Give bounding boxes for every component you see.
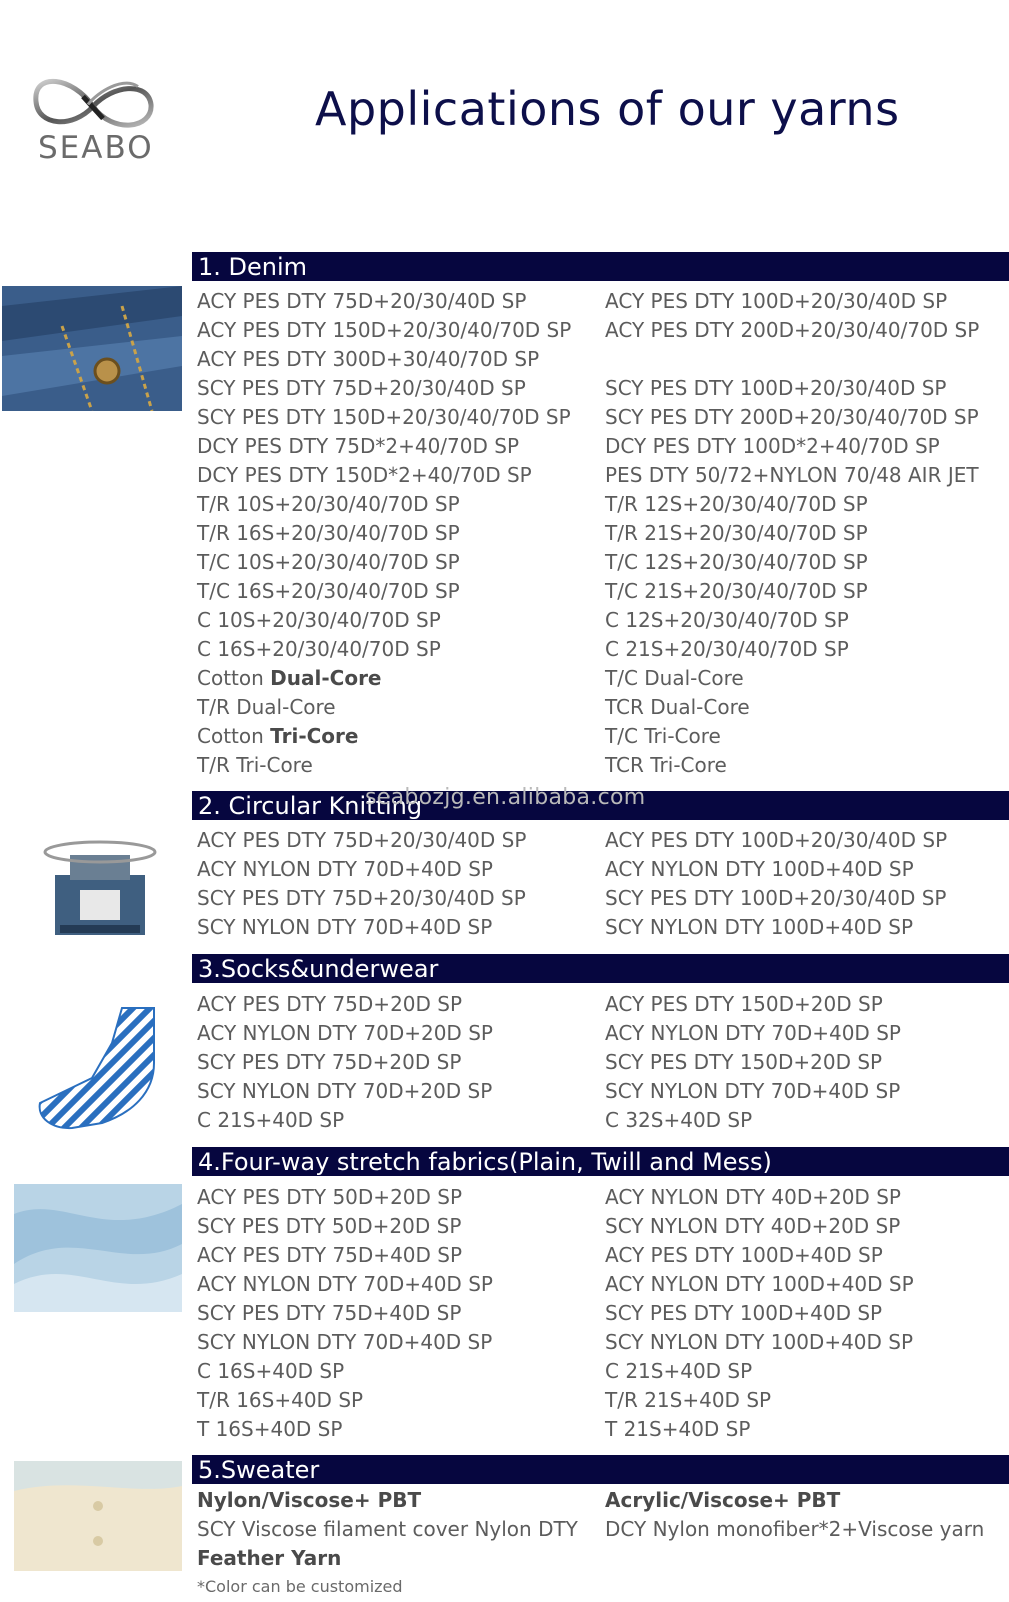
yarn-item: T/R 12S+20/30/40/70D SP [605, 492, 868, 516]
yarn-item: ACY PES DTY 100D+20/30/40D SP [605, 289, 948, 313]
watermark: seabozjg.en.alibaba.com [365, 785, 646, 810]
yarn-item: T/C 21S+20/30/40/70D SP [605, 579, 868, 603]
section-header-socks: 3.Socks&underwear [192, 954, 1009, 983]
section-header-four-way-stretch: 4.Four-way stretch fabrics(Plain, Twill and Mess) [192, 1147, 1009, 1176]
yarn-item: ACY PES DTY 75D+20D SP [197, 992, 463, 1016]
striped-socks-photo [32, 1003, 160, 1131]
yarn-item: ACY NYLON DTY 70D+40D SP [197, 857, 493, 881]
yarn-item: Cotton Tri-Core [197, 724, 359, 748]
knitting-machine-photo [40, 830, 160, 940]
yarn-item: DCY PES DTY 75D*2+40/70D SP [197, 434, 520, 458]
yarn-item: T/C 10S+20/30/40/70D SP [197, 550, 460, 574]
feather-yarn-label: Feather Yarn [197, 1546, 342, 1570]
fabric-photo [14, 1184, 182, 1312]
yarn-item: SCY NYLON DTY 100D+40D SP [605, 915, 914, 939]
sweater-subheading-left: Nylon/Viscose+ PBT [197, 1488, 422, 1512]
yarn-item: ACY NYLON DTY 70D+20D SP [197, 1021, 493, 1045]
yarn-item: C 32S+40D SP [605, 1108, 753, 1132]
yarn-item: SCY PES DTY 200D+20/30/40/70D SP [605, 405, 979, 429]
yarn-item: TCR Dual-Core [605, 695, 750, 719]
yarn-item: T/C Tri-Core [605, 724, 721, 748]
yarn-item: C 21S+20/30/40/70D SP [605, 637, 849, 661]
yarn-item: SCY PES DTY 100D+40D SP [605, 1301, 883, 1325]
yarn-item: SCY NYLON DTY 70D+40D SP [197, 1330, 493, 1354]
yarn-item: ACY PES DTY 100D+40D SP [605, 1243, 883, 1267]
yarn-item: T/R 21S+20/30/40/70D SP [605, 521, 868, 545]
yarn-item: C 12S+20/30/40/70D SP [605, 608, 849, 632]
yarn-item: SCY PES DTY 100D+20/30/40D SP [605, 886, 947, 910]
section-header-denim: 1. Denim [192, 252, 1009, 281]
yarn-item: SCY PES DTY 100D+20/30/40D SP [605, 376, 947, 400]
yarn-item: C 16S+20/30/40/70D SP [197, 637, 441, 661]
yarn-item: ACY NYLON DTY 70D+40D SP [605, 1021, 901, 1045]
yarn-item: C 21S+40D SP [605, 1359, 753, 1383]
yarn-item: DCY Nylon monofiber*2+Viscose yarn [605, 1517, 985, 1541]
yarn-item: SCY NYLON DTY 100D+40D SP [605, 1330, 914, 1354]
brand-name: SEABO [38, 130, 154, 166]
yarn-item: SCY PES DTY 50D+20D SP [197, 1214, 462, 1238]
section-header-sweater: 5.Sweater [192, 1455, 1009, 1484]
yarn-item: ACY NYLON DTY 70D+40D SP [197, 1272, 493, 1296]
yarn-item: SCY NYLON DTY 70D+40D SP [197, 915, 493, 939]
yarn-item: SCY PES DTY 75D+20D SP [197, 1050, 462, 1074]
yarn-item: T/R 16S+20/30/40/70D SP [197, 521, 460, 545]
sweater-photo [14, 1461, 182, 1571]
yarn-item: T/R 16S+40D SP [197, 1388, 364, 1412]
yarn-item: ACY PES DTY 100D+20/30/40D SP [605, 828, 948, 852]
yarn-item: ACY PES DTY 200D+20/30/40/70D SP [605, 318, 980, 342]
yarn-item: T/R 10S+20/30/40/70D SP [197, 492, 460, 516]
yarn-item: PES DTY 50/72+NYLON 70/48 AIR JET [605, 463, 979, 487]
color-note: *Color can be customized [197, 1577, 403, 1596]
yarn-item: T 21S+40D SP [605, 1417, 751, 1441]
yarn-item: T/R 21S+40D SP [605, 1388, 772, 1412]
yarn-item: C 10S+20/30/40/70D SP [197, 608, 441, 632]
yarn-item: T/C 12S+20/30/40/70D SP [605, 550, 868, 574]
yarn-item: SCY PES DTY 150D+20D SP [605, 1050, 883, 1074]
yarn-item: ACY PES DTY 150D+20D SP [605, 992, 883, 1016]
yarn-item: DCY PES DTY 150D*2+40/70D SP [197, 463, 532, 487]
yarn-item: TCR Tri-Core [605, 753, 727, 777]
yarn-item: ACY PES DTY 75D+20/30/40D SP [197, 289, 527, 313]
yarn-item: ACY NYLON DTY 40D+20D SP [605, 1185, 901, 1209]
yarn-item: SCY NYLON DTY 70D+40D SP [605, 1079, 901, 1103]
yarn-item: SCY PES DTY 75D+40D SP [197, 1301, 462, 1325]
page-title: Applications of our yarns [315, 82, 900, 136]
yarn-item: SCY Viscose filament cover Nylon DTY [197, 1517, 578, 1541]
yarn-item: C 21S+40D SP [197, 1108, 345, 1132]
yarn-item: T/R Dual-Core [197, 695, 336, 719]
yarn-item: SCY NYLON DTY 70D+20D SP [197, 1079, 493, 1103]
section-header-circular-knitting: 2. Circular Knitting [192, 791, 1009, 820]
yarn-item: ACY PES DTY 75D+40D SP [197, 1243, 463, 1267]
yarn-item: SCY PES DTY 150D+20/30/40/70D SP [197, 405, 571, 429]
yarn-item: ACY PES DTY 150D+20/30/40/70D SP [197, 318, 572, 342]
yarn-item: SCY NYLON DTY 40D+20D SP [605, 1214, 901, 1238]
yarn-item: SCY PES DTY 75D+20/30/40D SP [197, 886, 526, 910]
sweater-subheading-right: Acrylic/Viscose+ PBT [605, 1488, 841, 1512]
yarn-item: T 16S+40D SP [197, 1417, 343, 1441]
denim-photo [2, 286, 182, 411]
yarn-item: T/C 16S+20/30/40/70D SP [197, 579, 460, 603]
yarn-item: T/C Dual-Core [605, 666, 744, 690]
yarn-item: DCY PES DTY 100D*2+40/70D SP [605, 434, 940, 458]
yarn-item: ACY PES DTY 75D+20/30/40D SP [197, 828, 527, 852]
yarn-item: ACY PES DTY 50D+20D SP [197, 1185, 463, 1209]
yarn-item: SCY PES DTY 75D+20/30/40D SP [197, 376, 526, 400]
yarn-item: T/R Tri-Core [197, 753, 313, 777]
yarn-item: ACY NYLON DTY 100D+40D SP [605, 857, 914, 881]
yarn-item: ACY NYLON DTY 100D+40D SP [605, 1272, 914, 1296]
yarn-item: C 16S+40D SP [197, 1359, 345, 1383]
yarn-item: Cotton Dual-Core [197, 666, 382, 690]
yarn-item: ACY PES DTY 300D+30/40/70D SP [197, 347, 540, 371]
